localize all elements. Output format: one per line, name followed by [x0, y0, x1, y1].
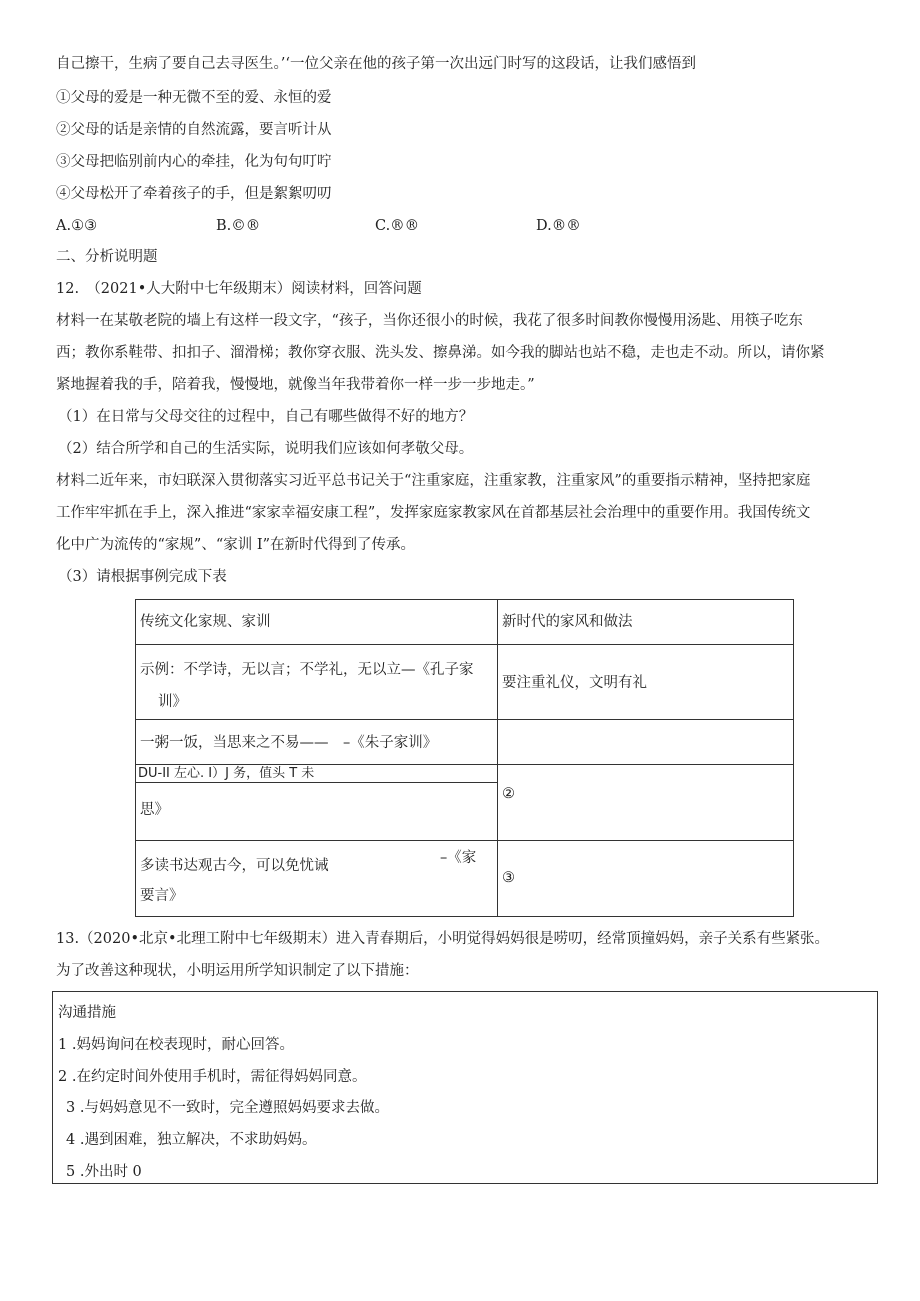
measure-item-4: 4 .遇到困难，独立解决，不求助妈妈。 [66, 1132, 317, 1148]
q12-material2-line3: 化中广为流传的“家规”、“家训 I”在新时代得到了传承。 [56, 537, 415, 553]
section-heading: 二、分析说明题 [56, 249, 158, 265]
table-row2-left: 一粥一饭，当思来之不易—— –《朱子家训》 [140, 735, 438, 751]
q12-material2-line2: 工作牢牢抓在手上，深入推进“家家幸福安康工程”，发挥家庭家教家风在首都基层社会治理中的重要作用。我国传统文 [56, 505, 811, 521]
table-row1-right: 要注重礼仪，文明有礼 [502, 675, 647, 691]
table-row3-right-answer[interactable]: ② [502, 786, 515, 802]
q13-header: 13.（2020•北京•北理工附中七年级期末）进入青春期后，小明觉得妈妈很是唠叨，经常顶撞妈妈，亲子关系有些紧张。 [56, 931, 830, 947]
q11-statement-2: ②父母的话是亲情的自然流露，要言听计从 [56, 122, 332, 138]
table-row1-left-line2: 训》 [158, 694, 187, 710]
table-row1-left-line1: 示例：不学诗，无以言；不学礼，无以立—《孔子家 [140, 662, 474, 678]
measure-item-1: 1 .妈妈询问在校表现时，耐心回答。 [58, 1037, 294, 1053]
q11-option-a[interactable]: A.①③ [56, 218, 98, 234]
q11-statement-4: ④父母松开了牵着孩子的手，但是絮絮叨叨 [56, 186, 332, 202]
table-row3-left-line2: 思》 [140, 802, 169, 818]
table-row3-left-line1: DU-II 左心. I）J 务，值头 T 未 [138, 766, 315, 781]
table-row4-right-answer[interactable]: ③ [502, 870, 515, 886]
q12-material1-line2: 西；教你系鞋带、扣扣子、溜滑梯；教你穿衣服、洗头发、擦鼻涕。如今我的脚站也站不稳，走也走不动。所以，请你紧 [56, 345, 825, 361]
measure-item-2: 2 .在约定时间外使用手机时，需征得妈妈同意。 [58, 1069, 367, 1085]
measures-title: 沟通措施 [58, 1005, 116, 1021]
measures-box [52, 991, 878, 1184]
q12-subquestion-2: （2）结合所学和自己的生活实际，说明我们应该如何孝敬父母。 [58, 441, 474, 457]
q12-material1-line3: 紧地握着我的手，陪着我，慢慢地，就像当年我带着你一样一步一步地走。” [56, 377, 535, 393]
measure-item-3: 3 .与妈妈意见不一致时，完全遵照妈妈要求去做。 [66, 1100, 389, 1116]
q11-option-c[interactable]: C.®® [375, 218, 420, 234]
q12-material1-line1: 材料一在某敬老院的墙上有这样一段文字，“孩子，当你还很小的时候，我花了很多时间教你慢慢用汤匙、用筷子吃东 [56, 313, 803, 329]
q11-intro-tail: 自己擦干，生病了要自己去寻医生。’‘一位父亲在他的孩子第一次出远门时写的这段话，让我们感悟到 [56, 56, 696, 72]
measure-item-5: 5 .外出时 0 [66, 1164, 142, 1180]
q12-material2-line1: 材料二近年来，市妇联深入贯彻落实习近平总书记关于“注重家庭，注重家教，注重家风”的重要指示精神，坚持把家庭 [56, 473, 811, 489]
q11-option-d[interactable]: D.®® [536, 218, 581, 234]
table-row4-left-line2: 要言》 [140, 888, 184, 904]
q12-subquestion-3: （3）请根据事例完成下表 [58, 569, 227, 585]
table-row4-left-tail: –《家 [440, 850, 477, 866]
table-header-traditional: 传统文化家规、家训 [140, 614, 271, 630]
table-row4-left-line1: 多读书达观古今，可以免忧诫 [140, 858, 329, 874]
q11-statement-1: ①父母的爱是一种无微不至的爱、永恒的爱 [56, 90, 332, 106]
q11-option-b[interactable]: B.©® [216, 218, 261, 234]
q13-line2: 为了改善这种现状，小明运用所学知识制定了以下措施： [56, 963, 419, 979]
q12-subquestion-1: （1）在日常与父母交往的过程中，自己有哪些做得不好的地方？ [58, 409, 474, 425]
q11-statement-3: ③父母把临别前内心的牵挂，化为句句叮咛 [56, 154, 332, 170]
q12-header: 12. （2021•人大附中七年级期末）阅读材料，回答问题 [56, 281, 422, 297]
table-header-modern: 新时代的家风和做法 [502, 614, 633, 630]
